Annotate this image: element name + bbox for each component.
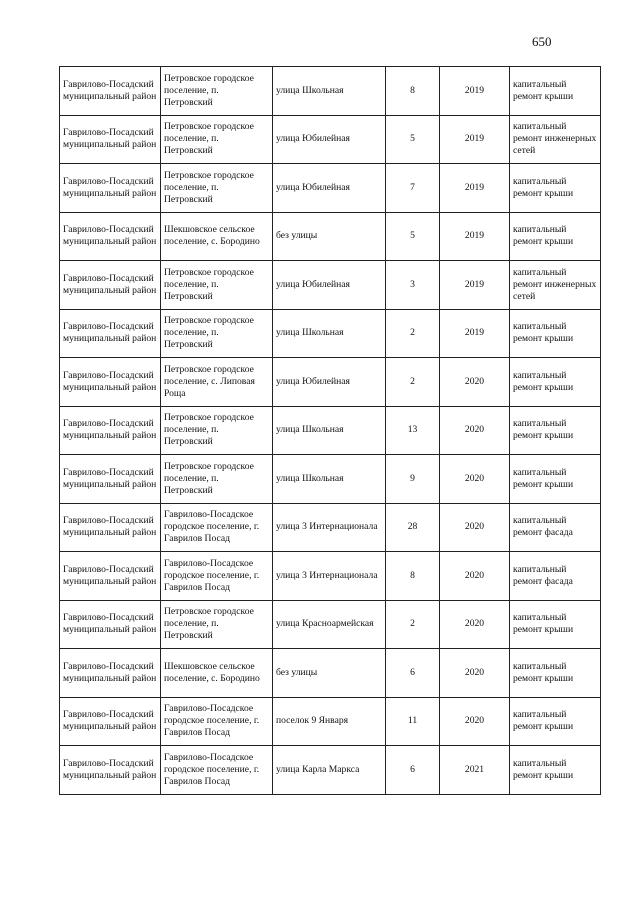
house-number-cell: 8	[386, 67, 440, 116]
street-cell: улица 3 Интернационала	[273, 552, 386, 601]
district-cell: Гаврилово-Посадский муниципальный район	[60, 455, 161, 504]
table-row	[60, 552, 601, 601]
year-cell: 2020	[440, 503, 510, 552]
table-row	[60, 261, 601, 310]
house-number-cell: 13	[386, 406, 440, 455]
work-type-cell: капитальный ремонт крыши	[510, 746, 601, 795]
settlement-cell: Петровское городское поселение, п. Петровский	[161, 406, 273, 455]
district-cell: Гаврилово-Посадский муниципальный район	[60, 261, 161, 310]
work-type-cell: капитальный ремонт крыши	[510, 164, 601, 213]
district-cell: Гаврилово-Посадский муниципальный район	[60, 212, 161, 261]
house-number-cell: 2	[386, 309, 440, 358]
year-cell: 2019	[440, 67, 510, 116]
table-row	[60, 649, 601, 698]
table-row	[60, 212, 601, 261]
house-number-cell: 8	[386, 552, 440, 601]
year-cell: 2019	[440, 261, 510, 310]
year-cell: 2020	[440, 455, 510, 504]
street-cell: улица 3 Интернационала	[273, 503, 386, 552]
repair-schedule-table	[59, 66, 601, 795]
work-type-cell: капитальный ремонт крыши	[510, 358, 601, 407]
house-number-cell: 6	[386, 746, 440, 795]
work-type-cell: капитальный ремонт фасада	[510, 552, 601, 601]
house-number-cell: 5	[386, 212, 440, 261]
house-number-cell: 7	[386, 164, 440, 213]
house-number-cell: 3	[386, 261, 440, 310]
year-cell: 2019	[440, 164, 510, 213]
year-cell: 2020	[440, 600, 510, 649]
street-cell: без улицы	[273, 212, 386, 261]
work-type-cell: капитальный ремонт крыши	[510, 309, 601, 358]
district-cell: Гаврилово-Посадский муниципальный район	[60, 164, 161, 213]
settlement-cell: Гаврилово-Посадское городское поселение, г. Гаврилов Посад	[161, 746, 273, 795]
year-cell: 2020	[440, 552, 510, 601]
table-row	[60, 67, 601, 116]
year-cell: 2019	[440, 309, 510, 358]
street-cell: улица Школьная	[273, 455, 386, 504]
work-type-cell: капитальный ремонт фасада	[510, 503, 601, 552]
street-cell: без улицы	[273, 649, 386, 698]
settlement-cell: Петровское городское поселение, с. Липовая Роща	[161, 358, 273, 407]
page-number: 650	[532, 34, 552, 49]
work-type-cell: капитальный ремонт инженерных сетей	[510, 261, 601, 310]
street-cell: улица Школьная	[273, 309, 386, 358]
table-row	[60, 600, 601, 649]
district-cell: Гаврилово-Посадский муниципальный район	[60, 600, 161, 649]
table-row	[60, 358, 601, 407]
year-cell: 2020	[440, 406, 510, 455]
settlement-cell: Шекшовское сельское поселение, с. Бородино	[161, 212, 273, 261]
settlement-cell: Петровское городское поселение, п. Петровский	[161, 261, 273, 310]
settlement-cell: Петровское городское поселение, п. Петровский	[161, 164, 273, 213]
settlement-cell: Петровское городское поселение, п. Петровский	[161, 309, 273, 358]
district-cell: Гаврилово-Посадский муниципальный район	[60, 746, 161, 795]
district-cell: Гаврилово-Посадский муниципальный район	[60, 552, 161, 601]
street-cell: улица Юбилейная	[273, 115, 386, 164]
table-row	[60, 115, 601, 164]
work-type-cell: капитальный ремонт крыши	[510, 212, 601, 261]
table-body	[60, 67, 601, 795]
street-cell: улица Красноармейская	[273, 600, 386, 649]
table-row	[60, 406, 601, 455]
year-cell: 2021	[440, 746, 510, 795]
district-cell: Гаврилово-Посадский муниципальный район	[60, 503, 161, 552]
work-type-cell: капитальный ремонт крыши	[510, 406, 601, 455]
district-cell: Гаврилово-Посадский муниципальный район	[60, 67, 161, 116]
district-cell: Гаврилово-Посадский муниципальный район	[60, 649, 161, 698]
street-cell: поселок 9 Января	[273, 697, 386, 746]
year-cell: 2019	[440, 115, 510, 164]
house-number-cell: 2	[386, 600, 440, 649]
street-cell: улица Школьная	[273, 406, 386, 455]
work-type-cell: капитальный ремонт крыши	[510, 600, 601, 649]
settlement-cell: Гаврилово-Посадское городское поселение, г. Гаврилов Посад	[161, 503, 273, 552]
work-type-cell: капитальный ремонт инженерных сетей	[510, 115, 601, 164]
district-cell: Гаврилово-Посадский муниципальный район	[60, 358, 161, 407]
table-row	[60, 503, 601, 552]
settlement-cell: Петровское городское поселение, п. Петровский	[161, 67, 273, 116]
street-cell: улица Школьная	[273, 67, 386, 116]
year-cell: 2020	[440, 649, 510, 698]
street-cell: улица Юбилейная	[273, 164, 386, 213]
table-row	[60, 309, 601, 358]
work-type-cell: капитальный ремонт крыши	[510, 67, 601, 116]
settlement-cell: Шекшовское сельское поселение, с. Бородино	[161, 649, 273, 698]
table-row	[60, 697, 601, 746]
year-cell: 2020	[440, 358, 510, 407]
house-number-cell: 6	[386, 649, 440, 698]
district-cell: Гаврилово-Посадский муниципальный район	[60, 115, 161, 164]
house-number-cell: 28	[386, 503, 440, 552]
district-cell: Гаврилово-Посадский муниципальный район	[60, 406, 161, 455]
settlement-cell: Гаврилово-Посадское городское поселение, г. Гаврилов Посад	[161, 552, 273, 601]
table-row	[60, 746, 601, 795]
street-cell: улица Юбилейная	[273, 358, 386, 407]
settlement-cell: Петровское городское поселение, п. Петровский	[161, 115, 273, 164]
district-cell: Гаврилово-Посадский муниципальный район	[60, 309, 161, 358]
settlement-cell: Петровское городское поселение, п. Петровский	[161, 455, 273, 504]
work-type-cell: капитальный ремонт крыши	[510, 649, 601, 698]
house-number-cell: 2	[386, 358, 440, 407]
year-cell: 2019	[440, 212, 510, 261]
street-cell: улица Карла Маркса	[273, 746, 386, 795]
table-row	[60, 164, 601, 213]
settlement-cell: Петровское городское поселение, п. Петровский	[161, 600, 273, 649]
house-number-cell: 5	[386, 115, 440, 164]
work-type-cell: капитальный ремонт крыши	[510, 697, 601, 746]
work-type-cell: капитальный ремонт крыши	[510, 455, 601, 504]
settlement-cell: Гаврилово-Посадское городское поселение, г. Гаврилов Посад	[161, 697, 273, 746]
house-number-cell: 11	[386, 697, 440, 746]
house-number-cell: 9	[386, 455, 440, 504]
year-cell: 2020	[440, 697, 510, 746]
street-cell: улица Юбилейная	[273, 261, 386, 310]
district-cell: Гаврилово-Посадский муниципальный район	[60, 697, 161, 746]
table-row	[60, 455, 601, 504]
